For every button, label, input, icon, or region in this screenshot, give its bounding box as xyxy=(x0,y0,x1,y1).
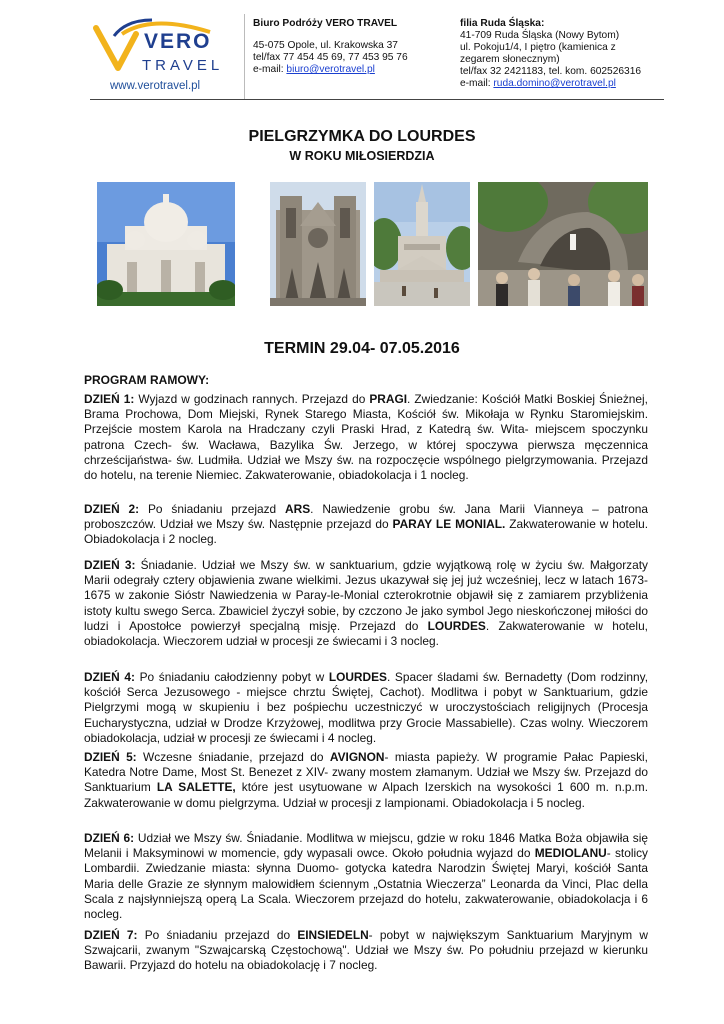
day-1-paragraph xyxy=(84,392,648,483)
website-link[interactable]: www.verotravel.pl xyxy=(110,80,201,92)
branch-office-phone: tel/fax 32 2421183, tel. kom. 602526316 xyxy=(460,66,642,77)
day-label: DZIEŃ 2: xyxy=(84,502,140,516)
branch-office-block xyxy=(460,18,660,90)
day-4-paragraph xyxy=(84,670,648,746)
main-office-address: 45-075 Opole, ul. Krakowska 37 xyxy=(253,40,398,51)
main-office-block xyxy=(253,18,408,76)
day-label: DZIEŃ 4: xyxy=(84,670,135,684)
day-text: - stolicy Lombardii. Zwiedzanie miasta: słynna Duomo- gotycka katedra Narodzin Świętej Maryi, kościół Santa Maria delle Grazie ze słynnym malowidłem ściennym „Ostatnia Wieczerza” Leonarda da Vinci, Plac della Scala z najsłynniejszą operą La Scala. Wieczorem przejazd do hotelu, zakwaterowanie, obiadokolacja i 6 nocleg. xyxy=(84,846,648,922)
vero-travel-logo xyxy=(92,14,232,80)
trip-dates: TERMIN 29.04- 07.05.2016 xyxy=(264,340,460,357)
day-highlight: LOURDES xyxy=(328,670,387,684)
branch-office-name: filia Ruda Śląska: xyxy=(460,18,545,29)
logo-brand-bottom: TRAVEL xyxy=(142,57,224,74)
day-text: - pobyt w największym Sanktuarium Maryjnym w Szwajcarii, zwanym "Szwajcarską Częstochową". Udział we Mszy św. Po południu przejazd w kierunku Bawarii. Przyjazd do hotelu na obiadokolację i 7 nocleg. xyxy=(84,928,648,973)
day-2-paragraph xyxy=(84,502,648,548)
branch-office-email-link[interactable]: ruda.domino@verotravel.pl xyxy=(493,78,616,89)
day-text: Wyjazd w godzinach rannych. Przejazd do xyxy=(134,392,370,406)
branch-office-line1: 41-709 Ruda Śląska (Nowy Bytom) xyxy=(460,30,620,41)
day-6-paragraph xyxy=(84,831,648,922)
day-text: Po śniadaniu przejazd do xyxy=(137,928,298,942)
logo-brand-top: VERO xyxy=(144,30,212,53)
day-text: . Zwiedzanie: Kościół Matki Boskiej Śnieżnej, Brama Prochowa, Dom Miejski, Rynek Starego Miasta, Kościół św. Mikołaja w Rynku Staromiejskim. Przejście mostem Karola na Hradczany czyli Praski Hrad, z Katedrą św. Wita- miejscem spoczynku patrona Czech- św. Wacława, Bazylika Św. Jerzego, w której spoczywa pierwsza męczennica chrześcijaństwa- św. Ludmiła. Udział we Mszy św. na rozpoczęcie wspólnego pielgrzymowania. Przejazd do hotelu, na terenie Niemiec. Zakwaterowanie, obiadokolacja i 1 nocleg. xyxy=(84,392,648,483)
page-title: PIELGRZYMKA DO LOURDES xyxy=(248,128,476,145)
reims-cathedral-photo xyxy=(270,182,366,306)
header-divider xyxy=(90,99,664,100)
day-5-paragraph xyxy=(84,750,648,811)
day-text: które jest usytuowane w Alpach Izerskich na wysokości 1 600 m. n.p.m. Zakwaterowanie w domu pielgrzyma. Udział w procesji z lampionami. Obiadokolacja i 5 nocleg. xyxy=(84,780,649,810)
day-text: Śniadanie. Udział we Mszy św. w sanktuarium, gdzie wyjątkową rolę w życiu św. Małgorzaty Marii odegrały cztery objawienia zwane wielkimi. Jezus ukazywał się jej już wcześniej, lecz w latach 1673-1675 w zakonie Sióstr Nawiedzenia w Paray-le-Monial czterokrotnie objawił się z zamiarem przybliżenia istoty kultu swego Serca. Zbawiciel życzył sobie, by czczono Je jako symbol Jego nieskończonej miłości do ludzi i Apostołce powierzył specjalną misję. Przejazd do xyxy=(84,558,648,633)
page-subtitle: W ROKU MIŁOSIERDZIA xyxy=(289,149,435,163)
day-text: . Zakwaterowanie w hotelu, obiadokolacja. Wieczorem udział w procesji ze świecami i 3 nocleg. xyxy=(84,618,648,649)
day-label: DZIEŃ 6: xyxy=(84,831,135,845)
sacre-coeur-photo xyxy=(97,182,235,306)
day-text: Po śniadaniu całodzienny pobyt w xyxy=(134,670,329,684)
letterhead xyxy=(0,0,724,100)
day-text: Zakwaterowanie w hotelu. Obiadokolacja i 2 nocleg. xyxy=(84,517,649,547)
day-text: . Nawiedzenie grobu św. Jana Marii Vianneya – patrona proboszczów. Udział we Mszy św. Następnie przejazd do xyxy=(84,502,648,532)
day-text: . Spacer śladami św. Bernadetty (Dom rodzinny, kościół Serca Jezusowego - miejsce chrztu Świętej, Cachot). Modlitwa i pobyt w Sanktuarium, gdzie Pielgrzymi mogą w skupieniu i bez pośpiechu uczestniczyć w uroczystościach religijnych (Procesja Eucharystyczna, udział w Drodze Krzyżowej, modlitwa przy Grocie Massabielle). Czas wolny. Wieczorem obiadokolacja, udział w procesji ze świecami i 4 nocleg. xyxy=(84,670,649,745)
day-7-paragraph xyxy=(84,928,648,974)
day-highlight: PARAY LE MONIAL. xyxy=(392,517,506,532)
photo-strip xyxy=(0,182,724,308)
day-label: DZIEŃ 1: xyxy=(84,392,135,406)
grotto-pilgrims-photo xyxy=(478,182,648,306)
branch-office-line3: zegarem słonecznym) xyxy=(460,54,560,65)
day-text: Udział we Mszy św. Śniadanie. Modlitwa w miejscu, gdzie w roku 1846 Matka Boża objawiła się Melanii i Maksyminowi w momencie, gdy wypasali owce. Około południa wyjazd do xyxy=(84,831,648,861)
day-label: DZIEŃ 3: xyxy=(84,558,136,572)
day-label: DZIEŃ 5: xyxy=(84,750,137,764)
branch-office-line2: ul. Pokoju1/4, I piętro (kamienica z xyxy=(460,42,616,53)
day-highlight: PRAGI xyxy=(369,392,408,406)
day-label: DZIEŃ 7: xyxy=(84,928,138,942)
day-highlight: ARS xyxy=(285,502,311,516)
lourdes-basilica-photo xyxy=(374,182,470,306)
day-text: Wczesne śniadanie, przejazd do xyxy=(136,750,330,764)
day-highlight: AVIGNON xyxy=(329,750,385,764)
day-highlight: EINSIEDELN xyxy=(297,928,369,942)
day-text: Po śniadaniu przejazd xyxy=(139,502,286,516)
header-divider-vertical xyxy=(244,14,245,100)
day-highlight: MEDIOLANU xyxy=(534,846,607,861)
branch-office-email-label: e-mail: xyxy=(460,78,494,89)
main-office-email-link[interactable]: biuro@verotravel.pl xyxy=(286,64,375,75)
main-office-phone: tel/fax 77 454 45 69, 77 453 95 76 xyxy=(253,52,408,63)
main-office-email-label: e-mail: xyxy=(253,64,287,75)
day-text: - miasta papieży. W programie Pałac Papieski, Katedra Notre Dame, Most St. Benezet z XIV- zwany mostem złamanym. Udział we Mszy św. Przejazd do Sanktuarium xyxy=(84,750,648,795)
day-3-paragraph xyxy=(84,558,648,649)
main-office-name: Biuro Podróży VERO TRAVEL xyxy=(253,18,398,29)
day-highlight: LOURDES xyxy=(427,618,486,633)
program-heading: PROGRAM RAMOWY: xyxy=(84,373,210,387)
day-highlight: LA SALETTE, xyxy=(156,780,236,795)
